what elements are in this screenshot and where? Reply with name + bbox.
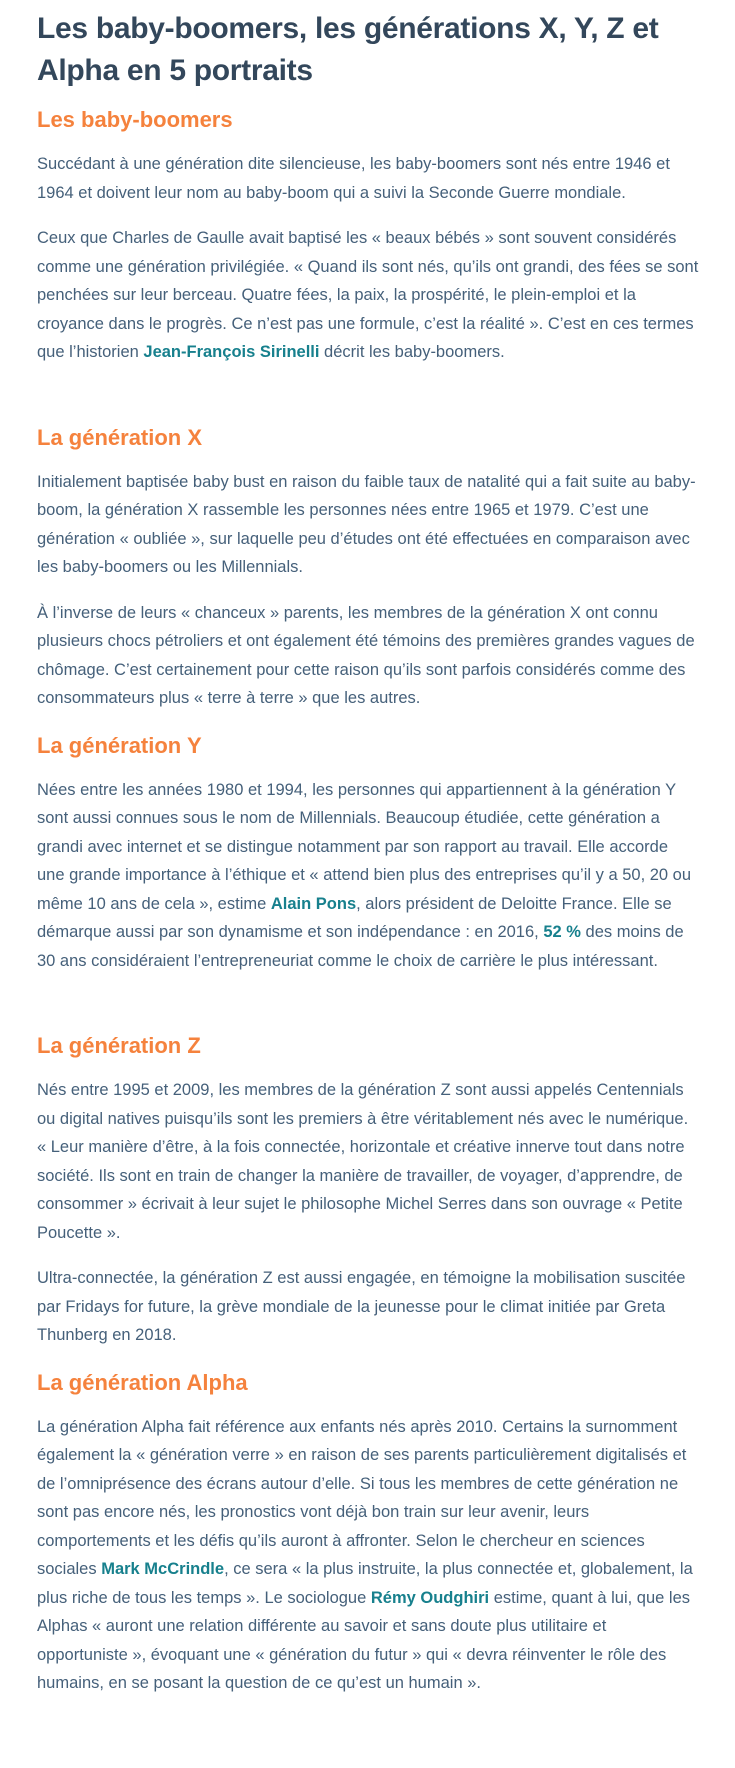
section-heading-generation-alpha: La génération Alpha — [37, 1369, 248, 1395]
page-title: Les baby-boomers, les générations X, Y, Z et Alpha en 5 portraits — [37, 12, 659, 87]
paragraph — [37, 150, 699, 207]
inline-link-alain-pons[interactable]: Alain Pons — [270, 894, 357, 913]
text-run: La génération Alpha fait référence aux enfants nés après 2010. Certains la surnomment également la « génération verre » en raison de ses parents particulièrement digitalisés et de l’omniprésence des écrans autour d’elle. Si tous les membres de cette génération ne sont pas encore nés, les pronostics vont déjà bon train sur leur avenir, leurs comportements et les défis qu’ils auront à affronter. Selon le chercheur en sciences sociales — [37, 1417, 687, 1578]
inline-link-jean-francois-sirinelli[interactable]: Jean-François Sirinelli — [143, 343, 320, 361]
inline-link-remy-oudghiri[interactable]: Rémy Oudghiri — [370, 1588, 490, 1607]
section-baby-boomers — [37, 107, 699, 367]
section-heading-generation-x: La génération X — [37, 424, 203, 450]
paragraph — [37, 599, 699, 713]
text-run: Nées entre les années 1980 et 1994, les personnes qui appartiennent à la génération Y sont aussi connues sous le nom de Millennials. Beaucoup étudiée, cette génération a grandi avec internet et se distingue notamment par son rapport au travail. Elle accorde une grande importance à l’éthique et « attend bien plus des entreprises qu’il y a 50, 20 ou même 10 ans de cela », estime — [37, 780, 692, 913]
paragraph — [37, 1076, 699, 1247]
paragraph — [37, 1264, 699, 1350]
text-run: Nés entre 1995 et 2009, les membres de la génération Z sont aussi appelés Centennials ou digital natives puisqu’ils sont les premiers à être véritablement nés avec le numérique. « Leur manière d’être, à la fois connectée, horizontale et créative innerve tout dans notre société. Ils sont en train de changer la manière de travailler, de voyager, d’apprendre, de consommer » écrivait à leur sujet le philosophe Michel Serres dans son ouvrage « Petite Poucette ». — [37, 1081, 689, 1242]
section-heading-generation-y: La génération Y — [37, 732, 202, 758]
section-heading-generation-z: La génération Z — [37, 1033, 201, 1058]
text-run: Succédant à une génération dite silencieuse, les baby-boomers sont nés entre 1946 et 1964 et doivent leur nom au baby-boom qui a suivi la Seconde Guerre mondiale. — [37, 155, 670, 202]
inline-link-mark-mccrindle[interactable]: Mark McCrindle — [101, 1560, 225, 1578]
text-run: Ceux que Charles de Gaulle avait baptisé les « beaux bébés » sont souvent considérés comme une génération privilégiée. « Quand ils sont nés, qu’ils ont grandi, des fées se sont penchées sur leur berceau. Quatre fées, la paix, la prospérité, le plein-emploi et la croyance dans le progrès. Ce n’est pas une formule, c’est la réalité ». C’est en ces termes que l’historien — [37, 229, 699, 361]
text-run: , alors président de Deloitte France. Elle se démarque aussi par son dynamisme et son indépendance : en 2016, — [37, 894, 672, 941]
text-run: Initialement baptisée baby bust en raison du faible taux de natalité qui a fait suite au baby-boom, la génération X rassemble les personnes nées entre 1965 et 1979. C’est une génération « oubliée », sur laquelle peu d’études ont été effectuées en comparaison avec les baby-boomers ou les Millennials. — [37, 472, 696, 576]
paragraph — [37, 776, 699, 976]
section-generation-z — [37, 1033, 699, 1350]
inline-link-52-percent[interactable]: 52 % — [543, 923, 581, 941]
text-run: estime, quant à lui, que les Alphas « auront une relation différente au savoir et sans doute plus utilitaire et opportuniste », évoquant une « génération du futur » qui « devra réinventer le rôle des humains, en se posant la question de ce qu’est un humain ». — [37, 1588, 690, 1692]
section-generation-x — [37, 425, 699, 713]
section-generation-y — [37, 733, 699, 976]
text-run: décrit les baby-boomers. — [319, 343, 505, 361]
paragraph — [37, 1413, 699, 1698]
text-run: À l’inverse de leurs « chanceux » parents, les membres de la génération X ont connu plusieurs chocs pétroliers et ont également été témoins des premières grandes vagues de chômage. C’est certainement pour cette raison qu’ils sont parfois considérés comme des consommateurs plus « terre à terre » que les autres. — [37, 603, 695, 707]
paragraph — [37, 468, 699, 582]
section-heading-baby-boomers: Les baby-boomers — [37, 107, 233, 132]
section-generation-alpha — [37, 1370, 699, 1698]
text-run: Ultra-connectée, la génération Z est aussi engagée, en témoigne la mobilisation suscitée par Fridays for future, la grève mondiale de la jeunesse pour le climat initiée par Greta Thunberg en 2018. — [37, 1269, 686, 1344]
text-run: des moins de 30 ans considéraient l’entrepreneuriat comme le choix de carrière le plus intéressant. — [37, 923, 684, 970]
text-run: , ce sera « la plus instruite, la plus connectée et, globalement, la plus riche de tous les temps ». Le sociologue — [37, 1560, 693, 1607]
paragraph — [37, 224, 699, 367]
